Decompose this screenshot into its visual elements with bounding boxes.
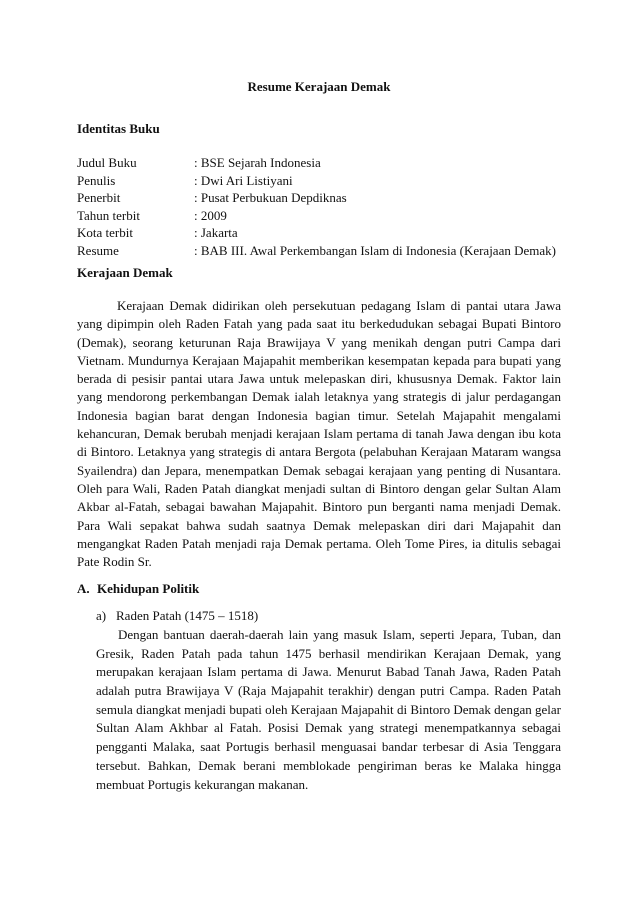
identitas-key: Penulis [77, 172, 116, 188]
identitas-heading: Identitas Buku [77, 121, 160, 136]
paragraph-line: pengganti Malaka, saat Portugis berhasil menguasai bandar terbesar di Asia Tenggara [96, 739, 561, 755]
paragraph-line: mengangkat Raden Patah menjadi raja Demak pertama. Oleh Tome Pires, ia ditulis sebagai [77, 535, 561, 551]
identitas-value: : Pusat Perbukuan Depdiknas [194, 190, 347, 205]
paragraph-line: tersebut. Bahkan, Demak berani memblokade pengiriman beras ke Malaka hingga [96, 757, 561, 773]
identitas-value: : Jakarta [194, 225, 238, 240]
identitas-key: Tahun terbit [77, 207, 140, 223]
identitas-value: : Dwi Ari Listiyani [194, 172, 293, 188]
subsection-heading [96, 608, 258, 624]
identitas-row [77, 224, 567, 242]
paragraph-line: Pate Rodin Sr. [77, 554, 152, 570]
paragraph-line: Dengan bantuan daerah-daerah lain yang masuk Islam, seperti Jepara, Tuban, dan [118, 627, 561, 642]
paragraph-line: Indonesia bagian barat dengan Indonesia bagian timur. Setelah Majapahit mengalami [77, 407, 561, 423]
paragraph-line: adalah putra Brawijaya V (Raja Majapahit terakhir) dengan putri Campa. Raden Patah [96, 683, 561, 699]
politik-number: A. [77, 581, 90, 596]
paragraph-line: (Demak), seorang keturunan Raja Brawijaya V yang menikah dengan putri Campa dari [77, 334, 561, 350]
paragraph-line: Para Wali sepakat bahwa sudah saatnya Demak melepaskan diri dari Majapahit dan [77, 517, 561, 533]
subsection-title: Raden Patah (1475 – 1518) [116, 608, 259, 623]
identitas-value: : BAB III. Awal Perkembangan Islam di Indonesia (Kerajaan Demak) [194, 242, 556, 258]
identitas-table [77, 154, 567, 259]
paragraph-line: merupakan kerajaan Islam pertama di Jawa. Menurut Babad Tanah Jawa, Raden Patah [96, 664, 561, 680]
subsection-number: a) [96, 608, 107, 623]
identitas-key: Resume [77, 242, 119, 258]
kerajaan-paragraph [77, 297, 561, 571]
identitas-key: Penerbit [77, 190, 121, 205]
identitas-value: : 2009 [194, 207, 227, 223]
identitas-row [77, 189, 567, 207]
identitas-value: : BSE Sejarah Indonesia [194, 155, 321, 170]
identitas-key: Judul Buku [77, 155, 137, 170]
kerajaan-heading: Kerajaan Demak [77, 265, 173, 280]
paragraph-line: di Bintoro. Letaknya yang strategis di antara Bergota (pelabuhan Kerajaan Mataram wangsa [77, 444, 561, 460]
paragraph-line: Syailendra) dan Jepara, menempatkan Demak sebagai kerajaan yang penting di Nusantara. [77, 462, 561, 478]
raden-patah-paragraph [96, 626, 561, 794]
paragraph-line: Kerajaan Demak didirikan oleh persekutuan pedagang Islam di pantai utara Jawa [117, 298, 561, 313]
paragraph-line: semula diangkat menjadi bupati oleh Kerajaan Majapahit di Bintoro Demak dengan gelar [96, 701, 561, 717]
document-title: Resume Kerajaan Demak [247, 79, 391, 94]
politik-heading [77, 581, 199, 597]
paragraph-line: Vietnam. Mundurnya Kerajaan Majapahit memberikan kesempatan kepada para bupati yang [77, 352, 561, 368]
identitas-row [77, 172, 567, 190]
paragraph-line: berada di pesisir pantai utara Jawa untuk melepaskan diri, khususnya Demak. Faktor lain [77, 371, 561, 387]
paragraph-line: Akbar al-Fatah, sebagai bawahan Majapahit. Bintoro pun berganti nama menjadi Demak. [77, 499, 561, 515]
identitas-row [77, 207, 567, 225]
identitas-key: Kota terbit [77, 225, 133, 240]
identitas-row [77, 242, 567, 260]
paragraph-line: yang mendorong perkembangan Demak ialah letaknya yang strategis di jalur perdagangan [77, 389, 561, 405]
paragraph-line: Sultan Alam Akhbar al Fatah. Posisi Demak yang strategi menempatkannya sebagai [96, 720, 561, 736]
politik-title: Kehidupan Politik [97, 581, 200, 596]
identitas-row [77, 154, 567, 172]
paragraph-line: Oleh para Wali, Raden Patah diangkat menjadi sultan di Bintoro dengan gelar Sultan Alam [77, 480, 561, 496]
paragraph-line: yang dipimpin oleh Raden Fatah yang pada saat itu berkedudukan sebagai Bupati Bintoro [77, 316, 561, 332]
paragraph-line: kehancuran, Demak berubah menjadi kerajaan Islam pertama di tanah Jawa dengan ibu kota [77, 426, 561, 442]
paragraph-line: membuat Portugis kekurangan makanan. [96, 776, 309, 792]
paragraph-line: Gresik, Raden Patah pada tahun 1475 berhasil mendirikan Kerajaan Demak, yang [96, 645, 561, 661]
